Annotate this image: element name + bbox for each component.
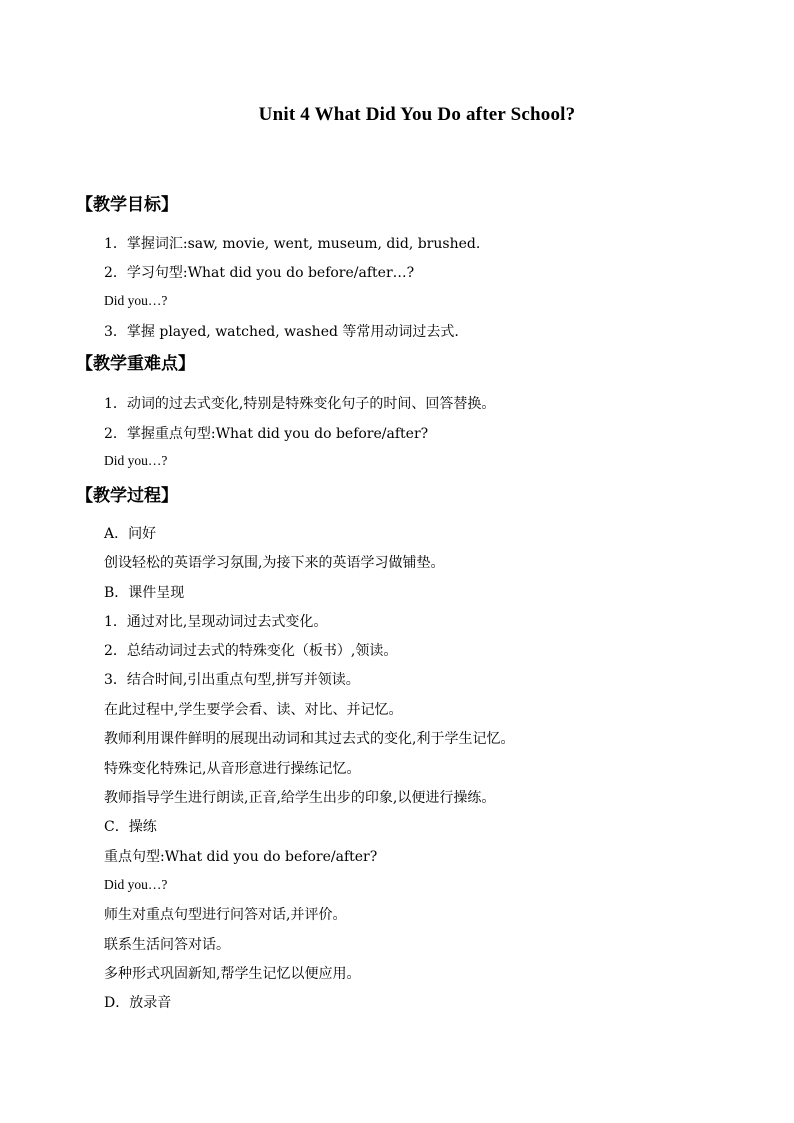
section-heading-process: 【教学过程】: [76, 486, 178, 506]
process-line-13: Did you…?: [104, 877, 168, 892]
objective-line-2: 2．学习句型:What did you do before/after…?: [104, 265, 415, 281]
section-heading-key-points: 【教学重难点】: [76, 354, 195, 374]
key-point-line-2: 2．掌握重点句型:What did you do before/after?: [104, 426, 429, 442]
process-line-9: 特殊变化特殊记,从音形意进行操练记忆。: [104, 761, 361, 777]
process-line-8: 教师利用课件鲜明的展现出动词和其过去式的变化,利于学生记忆。: [104, 731, 515, 747]
process-line-14: 师生对重点句型进行问答对话,并评价。: [104, 907, 347, 923]
process-line-4: 1．通过对比,呈现动词过去式变化。: [104, 614, 328, 630]
page-title: Unit 4 What Did You Do after School?: [258, 104, 576, 125]
objective-line-4: 3．掌握 played, watched, washed 等常用动词过去式.: [104, 324, 459, 340]
process-line-6: 3．结合时间,引出重点句型,拼写并领读。: [104, 672, 360, 688]
section-heading-objectives: 【教学目标】: [76, 195, 178, 215]
process-line-16: 多种形式巩固新知,帮学生记忆以便应用。: [104, 966, 361, 982]
process-line-11: C．操练: [104, 819, 157, 835]
process-line-10: 教师指导学生进行朗读,正音,给学生出步的印象,以便进行操练。: [104, 790, 496, 806]
process-line-17: D．放录音: [104, 995, 172, 1011]
key-point-line-1: 1．动词的过去式变化,特别是特殊变化句子的时间、回答替换。: [104, 396, 496, 412]
process-line-1: A．问好: [104, 526, 157, 542]
objective-line-1: 1．掌握词汇:saw, movie, went, museum, did, brushed.: [104, 236, 481, 252]
process-line-5: 2．总结动词过去式的特殊变化（板书）,领读。: [104, 643, 398, 659]
process-line-12: 重点句型:What did you do before/after?: [104, 849, 378, 865]
process-line-7: 在此过程中,学生要学会看、读、对比、并记忆。: [104, 702, 403, 718]
process-line-2: 创设轻松的英语学习氛围,为接下来的英语学习做铺垫。: [104, 555, 445, 571]
process-line-3: B．课件呈现: [104, 585, 185, 601]
process-line-15: 联系生活问答对话。: [104, 937, 230, 953]
objective-line-3: Did you…?: [104, 293, 168, 308]
key-point-line-3: Did you…?: [104, 453, 168, 468]
